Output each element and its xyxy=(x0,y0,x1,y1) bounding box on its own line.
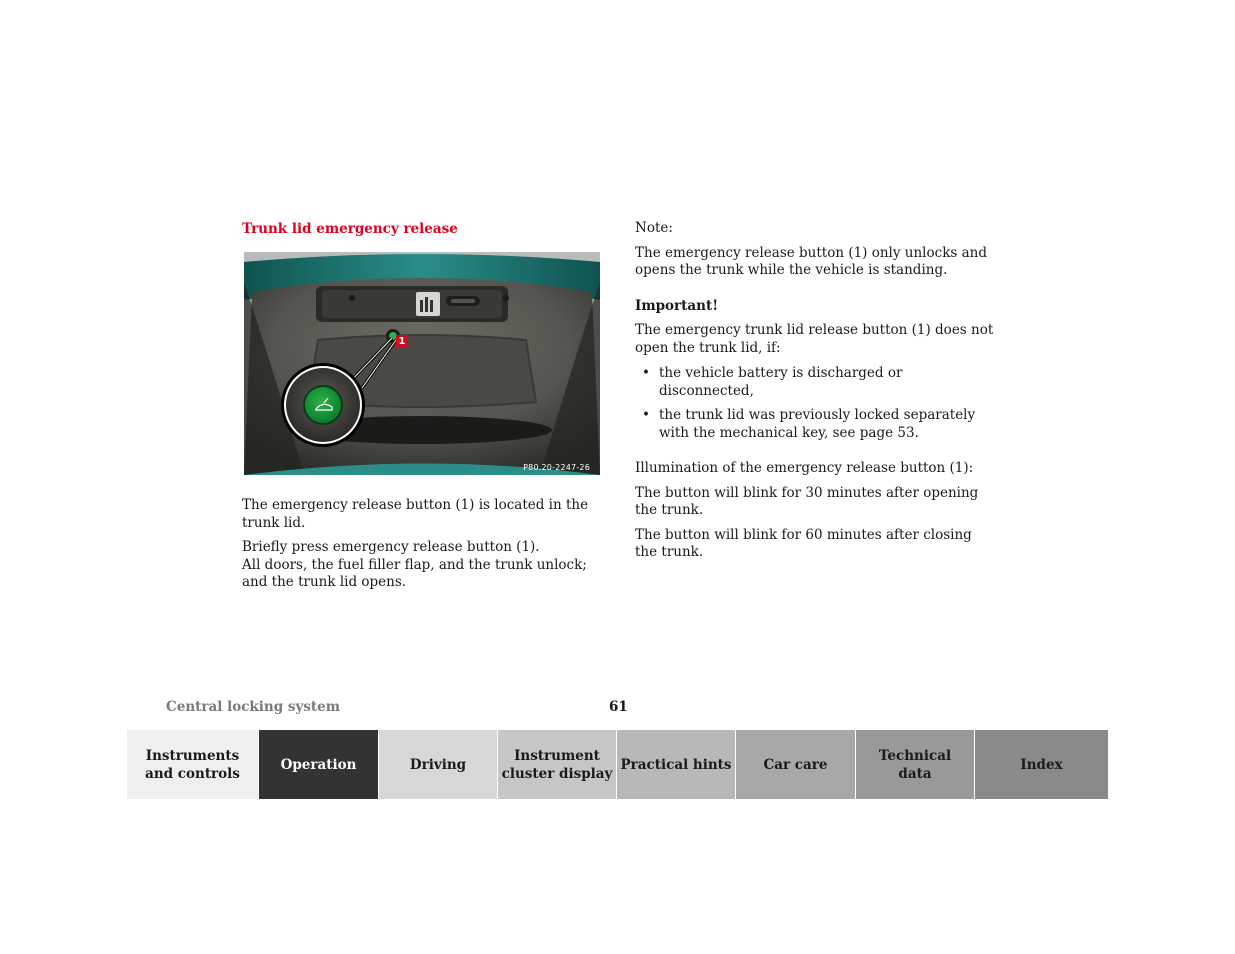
nav-tab-label: Instrument cluster display xyxy=(501,747,613,782)
left-paragraph-3: All doors, the fuel filler flap, and the trunk unlock; and the trunk lid opens. xyxy=(242,556,587,590)
list-item xyxy=(635,407,995,442)
nav-tab-label: Technical data xyxy=(878,747,952,782)
nav-tab-practical-hints[interactable] xyxy=(617,730,736,799)
left-column xyxy=(242,220,602,592)
nav-tab-label: Operation xyxy=(280,756,357,773)
nav-tab-label: Instruments and controls xyxy=(145,747,240,782)
bullet-icon: • xyxy=(642,407,650,423)
nav-tab-label: Driving xyxy=(409,756,467,773)
illumination-paragraph-2: The button will blink for 60 minutes after closing the trunk. xyxy=(635,526,972,560)
nav-tab-label: Index xyxy=(1020,756,1063,773)
illumination-paragraph-1: The button will blink for 30 minutes after opening the trunk. xyxy=(635,484,979,518)
callout-1: 1 xyxy=(396,335,408,348)
section-title: Trunk lid emergency release xyxy=(242,221,458,237)
list-item xyxy=(635,365,995,400)
page-number: 61 xyxy=(609,699,628,715)
important-text: The emergency trunk lid release button (1) does not open the trunk lid, if: xyxy=(635,322,994,356)
trunk-lid-drawing xyxy=(244,252,600,475)
nav-tab-car-care[interactable] xyxy=(736,730,856,799)
illumination-label: Illumination of the emergency release button (1): xyxy=(635,460,974,476)
list-item-text: the trunk lid was previously locked separately with the mechanical key, see page 53. xyxy=(659,407,976,441)
condition-list xyxy=(635,365,995,442)
left-paragraph-1: The emergency release button (1) is located in the trunk lid. xyxy=(242,497,589,531)
bullet-icon: • xyxy=(642,365,650,381)
nav-tab-label: Practical hints xyxy=(620,756,732,773)
nav-tab-driving[interactable] xyxy=(379,730,498,799)
nav-tab-operation[interactable] xyxy=(259,730,379,799)
important-label: Important! xyxy=(635,297,719,314)
note-label: Note: xyxy=(635,220,673,236)
nav-tab-instruments-and-controls[interactable] xyxy=(127,730,259,799)
list-item-text: the vehicle battery is discharged or disconnected, xyxy=(659,365,903,399)
nav-tab-technical-data[interactable] xyxy=(856,730,975,799)
figure-code: P80.20-2247-26 xyxy=(523,463,590,472)
note-text: The emergency release button (1) only unlocks and opens the trunk while the vehicle is standing. xyxy=(635,244,987,278)
nav-tab-instrument-cluster-display[interactable] xyxy=(498,730,617,799)
footer-section-name: Central locking system xyxy=(166,699,341,715)
nav-tab-label: Car care xyxy=(763,756,828,773)
right-column xyxy=(635,220,995,562)
chapter-navigation xyxy=(127,730,1108,799)
nav-tab-index[interactable] xyxy=(975,730,1108,799)
trunk-lid-illustration xyxy=(244,252,600,475)
left-paragraph-2: Briefly press emergency release button (1). xyxy=(242,539,540,555)
